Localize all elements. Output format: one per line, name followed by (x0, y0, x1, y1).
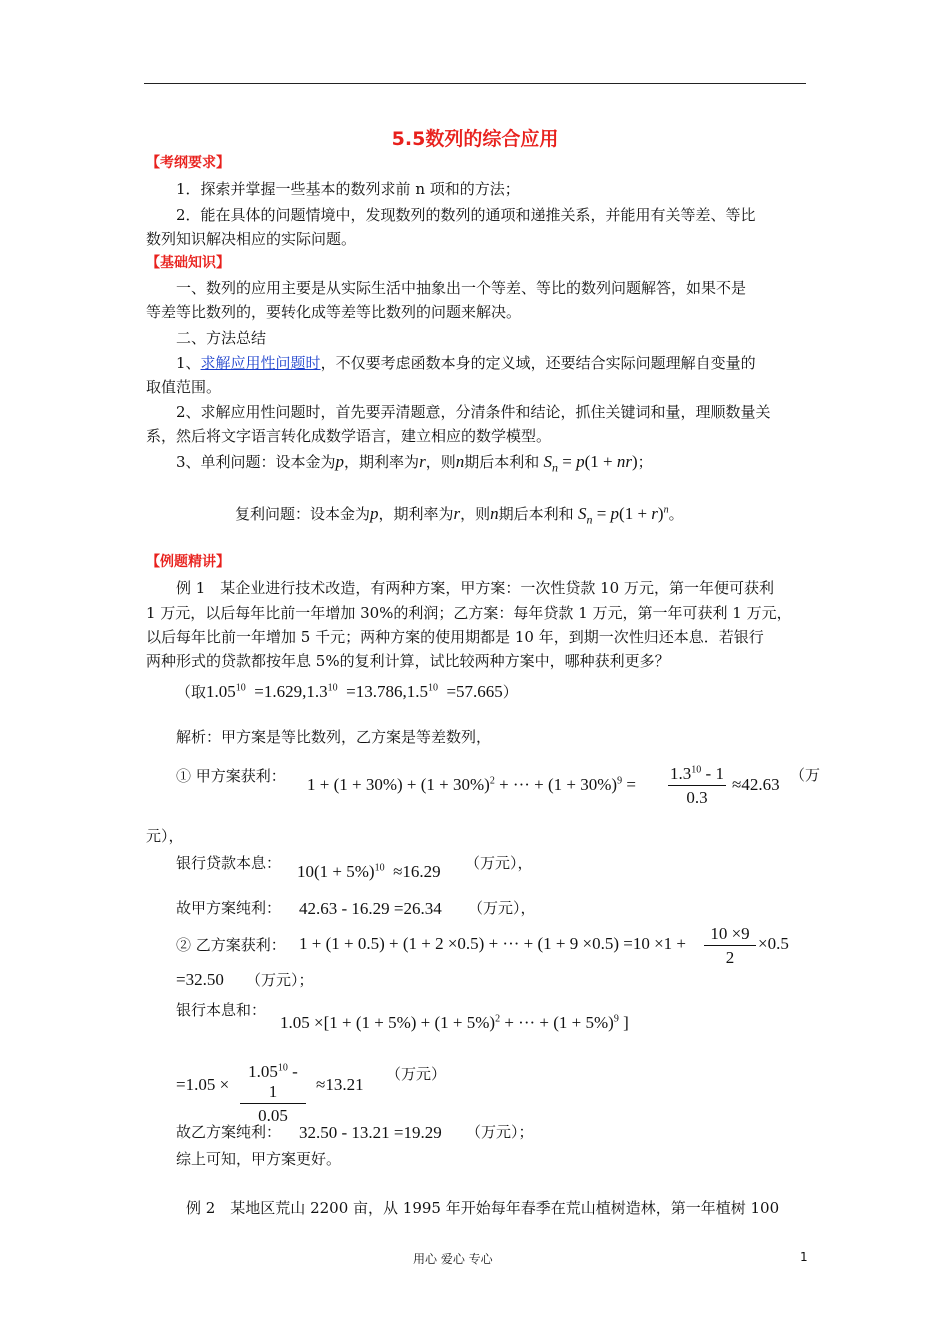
bank-sum-label: 银行本息和： (176, 1001, 267, 1019)
paragraph: 数列知识解决相应的实际问题。 (146, 230, 357, 248)
text: ，期利率为 (378, 505, 454, 523)
header-rule (144, 83, 806, 84)
bank-sum-fraction: $\frac{1.05^{10} - 1}{0.05}$ (240, 1062, 306, 1126)
math-r: r (453, 504, 461, 523)
paragraph: 例 1 某企业进行技术改造，有两种方案，甲方案：一次性贷款 10 万元，第一年便可获利 (176, 579, 774, 597)
paragraph: 以后每年比前一年增加 5 千元；两种方案的使用期都是 10 年，到期一次性归还本息．若银行 (146, 628, 764, 646)
math-r: r (419, 452, 426, 471)
given-values-line (176, 682, 518, 702)
page-number: 1 (800, 1250, 808, 1264)
paragraph: 1．探索并掌握一些基本的数列求前 n 项和的方法； (176, 180, 520, 198)
plan-b-label: ② 乙方案获利： (176, 936, 286, 954)
plan-b-sum: 1 + (1 + 0.5) + (1 + 2 ×0.5) + ··· + (1 + 9 ×0.5) =10 ×1 + (299, 934, 686, 953)
section-label-basics: 【基础知识】 (146, 255, 230, 271)
unit-text: （万元）； (466, 1123, 534, 1141)
section-label-examples: 【例题精讲】 (146, 554, 230, 570)
plan-a-fraction: $\frac{1.3^{10} - 1}{0.3}$ (668, 764, 726, 808)
simple-interest-line (176, 452, 653, 477)
bank-sum-result: ≈13.21 (316, 1075, 364, 1094)
bank-loan-formula: $10(1 + 5\%)^{10} \approx 16.29$ (297, 862, 441, 881)
text: ，不仅要考虑函数本身的定义域，还要结合实际问题理解自变量的 (320, 354, 756, 372)
plan-a-label: ① 甲方案获利： (176, 767, 286, 785)
math-n: n (455, 452, 465, 471)
text: 3、单利问题：设本金为 (176, 453, 336, 471)
plan-a-sum: $1 + (1 + 30\%) + (1 + 30\%)^2$ + ··· + $(1 + 30\%)^9$ = (307, 775, 636, 794)
paragraph: 二、方法总结 (176, 329, 267, 347)
paragraph: 2、求解应用性问题时，首先要弄清题意，分清条件和结论，抓住关键词和量，理顺数量关 (176, 403, 771, 421)
section-label-requirements: 【考纲要求】 (146, 155, 230, 171)
text: ，期利率为 (344, 453, 420, 471)
bank-sum-eq: =1.05 × (176, 1075, 230, 1094)
math-p: p (370, 504, 379, 523)
unit-text: （万元）， (465, 854, 533, 872)
footer-motto: 用心 爱心 专心 (413, 1252, 493, 1266)
paragraph: 两种形式的贷款都按年息 5%的复利计算，试比较两种方案中，哪种获利更多？ (146, 652, 670, 670)
math-n: n (490, 504, 499, 523)
plan-b-result: =32.50 (176, 970, 224, 989)
text: ； (637, 453, 653, 471)
plan-b-tail: ×0.5 (758, 934, 789, 953)
plan-a-result: ≈42.63 (732, 775, 780, 794)
text: ，则 (460, 505, 491, 523)
paragraph: 系，然后将文字语言转化成数学语言，建立相应的数学模型。 (146, 427, 552, 445)
math-p: p (335, 452, 345, 471)
text: 。 (668, 505, 684, 523)
paragraph: 取值范围。 (146, 378, 222, 396)
unit-text: （万元） (386, 1065, 447, 1083)
plan-a-net-label: 故甲方案纯利： (176, 899, 282, 917)
plan-b-net-label: 故乙方案纯利： (176, 1123, 282, 1141)
text: 1、 (176, 354, 201, 372)
text: ） (502, 683, 518, 701)
page-title: 5.5数列的综合应用 (391, 128, 559, 150)
text: 期后本利和 (498, 505, 574, 523)
paragraph: 等差等比数列的，要转化成等差等比数列的问题来解决。 (146, 303, 522, 321)
plan-b-net-formula: 32.50 - 13.21 =19.29 (299, 1123, 442, 1142)
compound-interest-line (235, 504, 684, 529)
text: （取 (176, 683, 207, 701)
unit-text: 元）， (146, 827, 184, 845)
text: ，则 (425, 453, 456, 471)
paragraph: 解析：甲方案是等比数列，乙方案是等差数列， (176, 728, 492, 746)
unit-text: （万 (790, 766, 821, 784)
paragraph: 一、数列的应用主要是从实际生活中抽象出一个等差、等比的数列问题解答，如果不是 (176, 279, 747, 297)
paragraph: 例 2 某地区荒山 2200 亩，从 1995 年开始每年春季在荒山植树造林，第一年植树 100 (186, 1199, 780, 1217)
unit-text: （万元）； (246, 971, 314, 989)
plan-b-fraction: $\frac{10 \times 9}{2}$ (704, 924, 756, 968)
simple-interest-formula: $S_n = p(1 + nr)$ (543, 452, 638, 475)
paragraph (176, 353, 756, 373)
text: 期后本利和 (464, 453, 540, 471)
bank-loan-label: 银行贷款本息： (176, 854, 282, 872)
method-link[interactable]: 求解应用性问题时 (200, 354, 321, 372)
paragraph: 2．能在具体的问题情境中，发现数列的数列的通项和递推关系，并能用有关等差、等比 (176, 206, 756, 224)
bank-sum-formula: $1.05 \times[1 + (1 + 5\%) + (1 + 5\%)^2$ + ··· + $(1 + 5\%)^9$ ] (280, 1013, 629, 1032)
conclusion: 综上可知，甲方案更好。 (176, 1150, 342, 1168)
paragraph: 1 万元，以后每年比前一年增加 30%的利润；乙方案：每年贷款 1 万元，第一年可获利 1 万元， (146, 604, 792, 622)
given-values-formula: $1.05^{10} =1.629,1.3^{10} =13.786,1.5^{10} =57.665$ (206, 682, 503, 701)
unit-text: （万元）， (468, 899, 536, 917)
plan-a-net-formula: 42.63 - 16.29 =26.34 (299, 899, 442, 918)
text: 复利问题：设本金为 (235, 505, 371, 523)
compound-interest-formula: $S_n = p(1 + r)^n$ (577, 504, 669, 527)
